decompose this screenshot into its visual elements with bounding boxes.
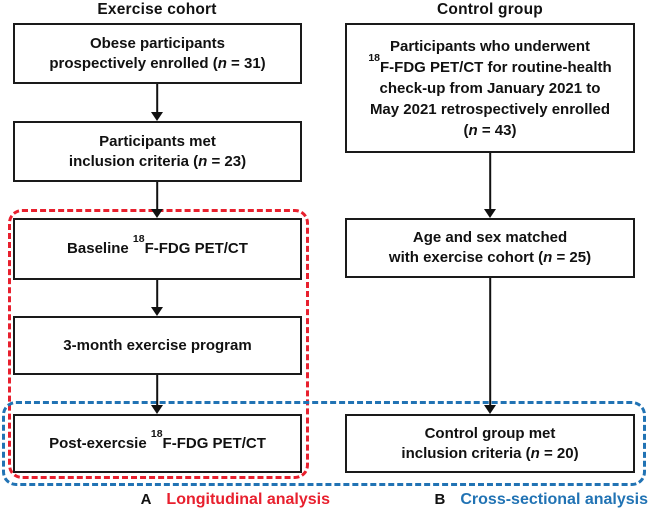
box-exercise-program [13,316,302,375]
arrow-head-icon [151,307,163,316]
box-text-line: (n = 43) [463,121,517,139]
panel-letter-a: A [140,491,152,508]
box-baseline-pet-ct [13,218,302,280]
arrow-shaft [156,84,158,113]
box-obese-participants-enrolled [13,23,302,84]
panel-label-cross-sectional [330,491,648,509]
box-text-line: Participants who underwent [389,37,591,55]
box-text-line: Control group met [424,424,556,442]
panel-letter-b: B [434,491,446,508]
box-participants-met-inclusion [13,121,302,182]
box-text-line: Age and sex matched [412,229,568,246]
box-text-line: Post-exercsie $^{18}$F-FDG PET/CT [49,427,266,452]
arrow-down [484,153,496,218]
box-text-line: check-up from January 2021 to [379,79,601,97]
box-post-exercise-pet-ct [13,414,302,473]
arrow-shaft [156,182,158,210]
box-age-sex-matched [345,218,635,278]
arrow-head-icon [151,405,163,414]
box-control-met-inclusion [345,414,635,473]
control-group-title: Control group [437,1,543,18]
arrow-shaft [156,280,158,308]
longitudinal-analysis-label: Longitudinal analysis [166,491,330,508]
box-text-line: May 2021 retrospectively enrolled [369,100,611,118]
exercise-cohort-title: Exercise cohort [97,1,217,18]
arrow-head-icon [151,112,163,121]
box-text-line: 3-month exercise program [63,336,252,354]
box-text-line: $^{18}$F-FDG PET/CT for routine-health [368,51,612,76]
arrow-down [151,375,163,414]
panel-label-longitudinal [8,491,330,509]
box-text-line: Participants met [99,132,216,150]
arrow-down [151,280,163,316]
arrow-down [151,182,163,218]
arrow-shaft [156,375,158,406]
arrow-head-icon [484,209,496,218]
box-text-line: with exercise cohort (n = 25) [388,249,592,266]
box-text-line: Baseline $^{18}$F-FDG PET/CT [67,233,248,257]
box-text-line: inclusion criteria (n = 23) [68,152,247,170]
box-text-line: inclusion criteria (n = 20) [401,444,579,462]
box-text-line: prospectively enrolled (n = 31) [49,54,266,72]
arrow-head-icon [151,209,163,218]
box-control-participants-enrolled [345,23,635,153]
arrow-shaft [489,153,491,210]
arrow-down [151,84,163,121]
arrow-shaft [489,278,491,406]
arrow-down [484,278,496,414]
arrow-head-icon [484,405,496,414]
cross-sectional-analysis-label: Cross-sectional analysis [460,491,648,508]
box-text-line: Obese participants [89,34,226,52]
